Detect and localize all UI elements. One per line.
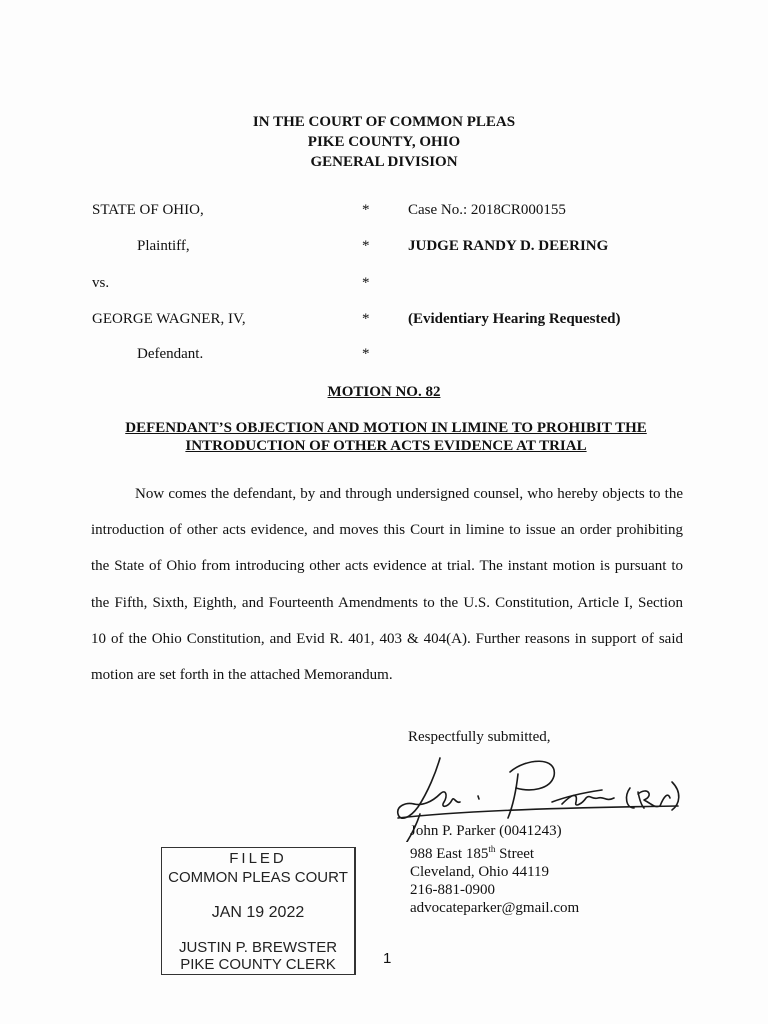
caption-separator: *: [362, 238, 370, 254]
versus-label: vs.: [92, 275, 110, 291]
page-number: 1: [383, 950, 392, 967]
court-division: GENERAL DIVISION: [310, 154, 458, 170]
defendant-name: GEORGE WAGNER, IV,: [92, 311, 246, 327]
judge-name: JUDGE RANDY D. DEERING: [408, 238, 609, 254]
caption-separator: *: [362, 202, 370, 218]
stamp-filed: FILED: [229, 850, 287, 867]
motion-title-line: INTRODUCTION OF OTHER ACTS EVIDENCE AT TRIAL: [185, 438, 587, 454]
motion-title: [90, 419, 682, 455]
attorney-city: Cleveland, Ohio 44119: [410, 864, 550, 880]
motion-body: [91, 476, 683, 693]
caption-separator: *: [362, 346, 370, 362]
attorney-phone: 216-881-0900: [410, 882, 495, 898]
stamp-court: COMMON PLEAS COURT: [168, 869, 348, 886]
motion-number: MOTION NO. 82: [327, 384, 441, 400]
case-number: Case No.: 2018CR000155: [408, 202, 566, 218]
court-county: PIKE COUNTY, OHIO: [307, 134, 461, 150]
stamp-clerk-title: PIKE COUNTY CLERK: [180, 956, 336, 973]
caption-row: [0, 238, 768, 260]
stamp-clerk-name: JUSTIN P. BREWSTER: [178, 939, 338, 956]
attorney-street: 988 East 185th Street: [410, 844, 535, 862]
court-header: [0, 112, 768, 172]
attorney-block: [410, 822, 579, 917]
plaintiff-name: STATE OF OHIO,: [92, 202, 204, 218]
motion-body-text: Now comes the defendant, by and through undersigned counsel, who hereby objects to the introduction of other acts evidence, and moves this Court in limine to issue an order prohibiting the State of Ohio from introducing other acts evidence at trial. The instant motion is pursuant to the Fifth, Sixth, Eighth, and Fourteenth Amendments to the U.S. Constitution, Article I, Section 10 of the Ohio Constitution, and Evid R. 401, 403 & 404(A). Further reasons in support of said motion are set forth in the attached Memorandum.: [91, 486, 683, 684]
filed-stamp: [161, 847, 356, 975]
caption-row: [0, 275, 768, 297]
motion-title-line: DEFENDANT’S OBJECTION AND MOTION IN LIMINE TO PROHIBIT THE: [125, 420, 647, 436]
attorney-name: John P. Parker (0041243): [410, 823, 562, 839]
stamp-date: JAN 19 2022: [211, 904, 305, 921]
attorney-email: advocateparker@gmail.com: [410, 900, 580, 916]
caption-row: [0, 311, 768, 333]
plaintiff-role: Plaintiff,: [137, 238, 190, 254]
court-name: IN THE COURT OF COMMON PLEAS: [252, 114, 516, 130]
closing-line: Respectfully submitted,: [408, 729, 551, 745]
hearing-request: (Evidentiary Hearing Requested): [408, 311, 621, 327]
defendant-role: Defendant.: [137, 346, 204, 362]
caption-separator: *: [362, 311, 370, 327]
caption-separator: *: [362, 275, 370, 291]
caption-row: [0, 346, 768, 368]
caption-row: [0, 202, 768, 224]
